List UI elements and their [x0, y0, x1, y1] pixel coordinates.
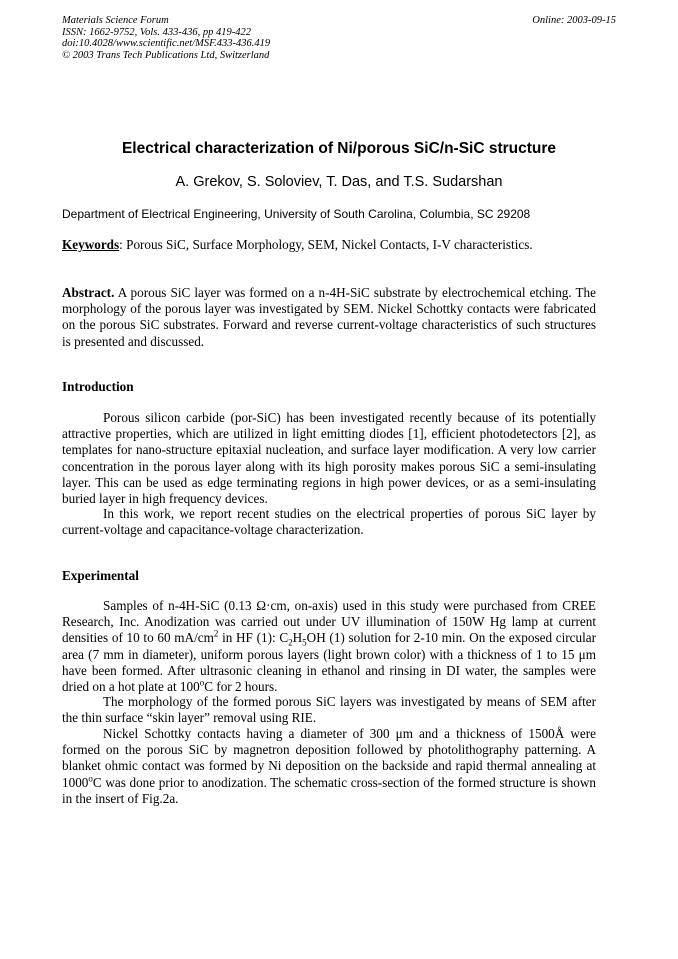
exp-p1-part-d: OH (1) solution for 2-10 min. On the exposed circular area (7 mm in diameter), uniform porous layers (light brown color) with a thickness of 1 to 15 μm have been formed. After ultrasonic cleaning in ethanol and rinsing in DI water, the samples were dried on a hot plate at 100 — [62, 630, 597, 695]
exp-p3-sup: o — [88, 773, 93, 784]
exp-p1-part-c: H — [292, 630, 303, 646]
issn-line: ISSN: 1662-9752, Vols. 433-436, pp 419-422 — [62, 26, 251, 38]
introduction-p1-text: Porous silicon carbide (por-SiC) has been investigated recently because of its potentially attractive properties, which are utilized in light emitting diodes [1], efficient photodetectors [2], as templates for nano-structure epitaxial nucleation, and surface layer modification. A very low carrier concentration in the porous layer along with its high porosity makes porous SiC a semi-insulating layer. This can be used as edge terminating regions in high power devices, or as a semi-insulating buried layer in high frequency devices. — [62, 410, 596, 507]
exp-p1-sup2: o — [199, 677, 205, 688]
experimental-heading: Experimental — [62, 568, 139, 583]
keywords-line — [62, 237, 616, 253]
exp-p1-sub2: 5 — [302, 638, 307, 649]
paper-title: Electrical characterization of Ni/porous SiC/n-SiC structure — [121, 140, 557, 157]
introduction-p2-text: In this work, we report recent studies on the electrical properties of porous SiC layer by current-voltage and capacitance-voltage characterization. — [62, 506, 596, 538]
doi-line: doi:10.4028/www.scientific.net/MSF.433-436.419 — [62, 38, 271, 49]
introduction-heading: Introduction — [62, 379, 134, 394]
experimental-paragraph-3 — [62, 726, 596, 807]
exp-p1-part-a: Samples of n-4H-SiC (0.13 Ω·cm, on-axis) used in this study were purchased from CREE Research, Inc. Anodization was carried out under UV illumination of 150W Hg lamp at current densities of 10 to 60 mA/cm — [62, 598, 596, 646]
abstract-paragraph — [62, 285, 596, 350]
keywords-label: Keywords — [62, 237, 120, 252]
running-header — [62, 15, 616, 61]
exp-p2-text: The morphology of the formed porous SiC layers was investigated by means of SEM after the thin surface “skin layer” removal using RIE. — [62, 694, 596, 726]
experimental-paragraph-2 — [62, 694, 596, 726]
experimental-paragraph-1 — [62, 598, 596, 695]
exp-p1-sup: 2 — [213, 629, 219, 640]
online-date: Online: 2003-09-15 — [532, 15, 616, 26]
exp-p3-part-a: Nickel Schottky contacts having a diameter of 300 μm and a thickness of 1500Å were formed on the porous SiC by magnetron deposition followed by photolithography patterning. A blanket ohmic contact was formed by Ni deposition on the backside and rapid thermal annealing at 1000 — [62, 726, 596, 790]
exp-p3-part-b: C was done prior to anodization. The schematic cross-section of the formed structure is shown in the insert of Fig.2a. — [62, 774, 596, 806]
abstract-text: A porous SiC layer was formed on a n-4H-SiC substrate by electrochemical etching. The morphology of the porous layer was investigated by SEM. Nickel Schottky contacts were fabricated on the porous SiC substrates. Forward and reverse current-voltage characteristics of such structures is presented and discussed. — [62, 285, 596, 349]
exp-p1-part-e: C for 2 hours. — [204, 679, 278, 695]
exp-p1-sub1: 2 — [288, 638, 293, 649]
author-list: A. Grekov, S. Soloviev, T. Das, and T.S. Sudarshan — [175, 174, 503, 190]
exp-p1-part-b: in HF (1): C — [218, 630, 289, 646]
keywords-text: : Porous SiC, Surface Morphology, SEM, Nickel Contacts, I-V characteristics. — [119, 237, 533, 252]
copyright-line: © 2003 Trans Tech Publications Ltd, Switzerland — [62, 49, 270, 61]
introduction-paragraph-2 — [62, 506, 596, 538]
journal-name: Materials Science Forum — [62, 15, 169, 26]
affiliation: Department of Electrical Engineering, University of South Carolina, Columbia, SC 29208 — [62, 207, 531, 221]
introduction-paragraph-1 — [62, 410, 596, 507]
abstract-label: Abstract. — [62, 285, 115, 300]
